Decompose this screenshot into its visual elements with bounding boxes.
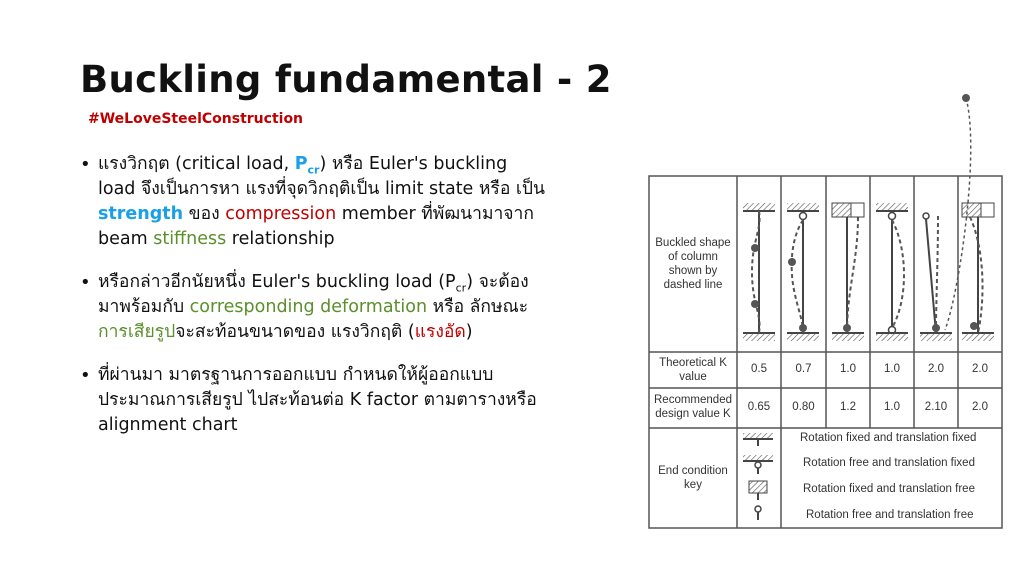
key-item-1: Rotation fixed and translation fixed: [800, 432, 977, 444]
hashtag: #WeLoveSteelConstruction: [88, 111, 304, 127]
k-factor-table-figure: [640, 90, 1010, 540]
row-label-theoretical-k: Theoretical K value: [659, 357, 727, 383]
bullet-1-text-part: strength: [98, 204, 184, 224]
bullet-3-text-part: ที่ผ่านมา มาตรฐานการออกแบบ กำหนดให้ผู้ออกแบบประมาณการเสียรูป ไปสะท้อนต่อ K factor ตามตารางหรือ alignment chart: [98, 365, 537, 435]
case-a-diagram: [743, 203, 775, 341]
bullet-1-text-part: แรงวิกฤต (critical load,: [98, 154, 295, 174]
case-c-diagram: [832, 203, 864, 341]
bullet-1-text-part: cr: [307, 163, 320, 177]
key-item-4: Rotation free and translation free: [806, 509, 974, 521]
bullet-item-2: [78, 270, 548, 345]
slide-title: Buckling fundamental - 2: [80, 58, 612, 101]
theoretical-k-d: 1.0: [884, 363, 900, 375]
recommended-k-a: 0.65: [747, 401, 771, 413]
row-label-end-condition: End condition key: [658, 465, 728, 491]
case-d-diagram: [876, 203, 908, 341]
bullet-2-text-part: ) จะต้องมาพร้อมกับ: [98, 272, 529, 317]
recommended-k-d: 1.0: [884, 401, 900, 413]
end-condition-key-symbols: [743, 433, 773, 520]
key-item-2: Rotation free and translation fixed: [803, 457, 975, 469]
theoretical-k-b: 0.7: [795, 363, 812, 375]
theoretical-k-a: 0.5: [751, 363, 767, 375]
bullet-1-text-part: stiffness: [153, 229, 227, 249]
bullet-2-text-part: หรือ ลักษณะ: [427, 297, 529, 317]
bullet-2-text-part: แรงอัด: [414, 322, 466, 342]
bullet-2-text-part: หรือกล่าวอีกนัยหนึ่ง Euler's buckling load (P: [98, 272, 456, 292]
row-label-buckled-shape: Buckled shape of column shown by dashed line: [655, 237, 731, 291]
bullet-item-3: [78, 363, 548, 438]
bullet-2-text-part: การเสียรูป: [98, 322, 176, 342]
recommended-k-b: 0.80: [792, 401, 815, 413]
bullet-1-text-part: ) หรือ Euler's buckling load จึงเป็นการหา แรงที่จุดวิกฤติเป็น limit state หรือ เป็น: [98, 154, 545, 199]
bullet-1-text-part: P: [294, 154, 308, 174]
theoretical-k-c: 1.0: [840, 363, 856, 375]
bullet-2-text-part: ): [465, 322, 473, 342]
row-label-recommended-k: Recommended design value K: [654, 394, 732, 420]
bullet-1-text-part: member ที่พัฒนามาจาก beam: [98, 204, 534, 249]
recommended-k-f: 2.0: [972, 401, 988, 413]
bullet-1-text-part: ของ: [183, 204, 226, 224]
case-f-diagram: [962, 203, 994, 341]
recommended-k-c: 1.2: [840, 401, 856, 413]
bullet-item-1: [78, 152, 548, 252]
bullet-2-text-part: corresponding deformation: [189, 297, 428, 317]
recommended-k-e: 2.10: [924, 401, 948, 413]
theoretical-k-e: 2.0: [928, 363, 944, 375]
bullet-1-text-part: relationship: [226, 229, 335, 249]
case-b-diagram: [787, 203, 819, 341]
bullet-list: [78, 152, 548, 438]
theoretical-k-f: 2.0: [972, 363, 988, 375]
key-item-3: Rotation fixed and translation free: [803, 483, 975, 495]
bullet-1-text-part: compression: [225, 204, 337, 224]
bullet-2-text-part: cr: [455, 281, 467, 295]
bullet-2-text-part: จะสะท้อนขนาดของ แรงวิกฤติ (: [175, 322, 415, 342]
